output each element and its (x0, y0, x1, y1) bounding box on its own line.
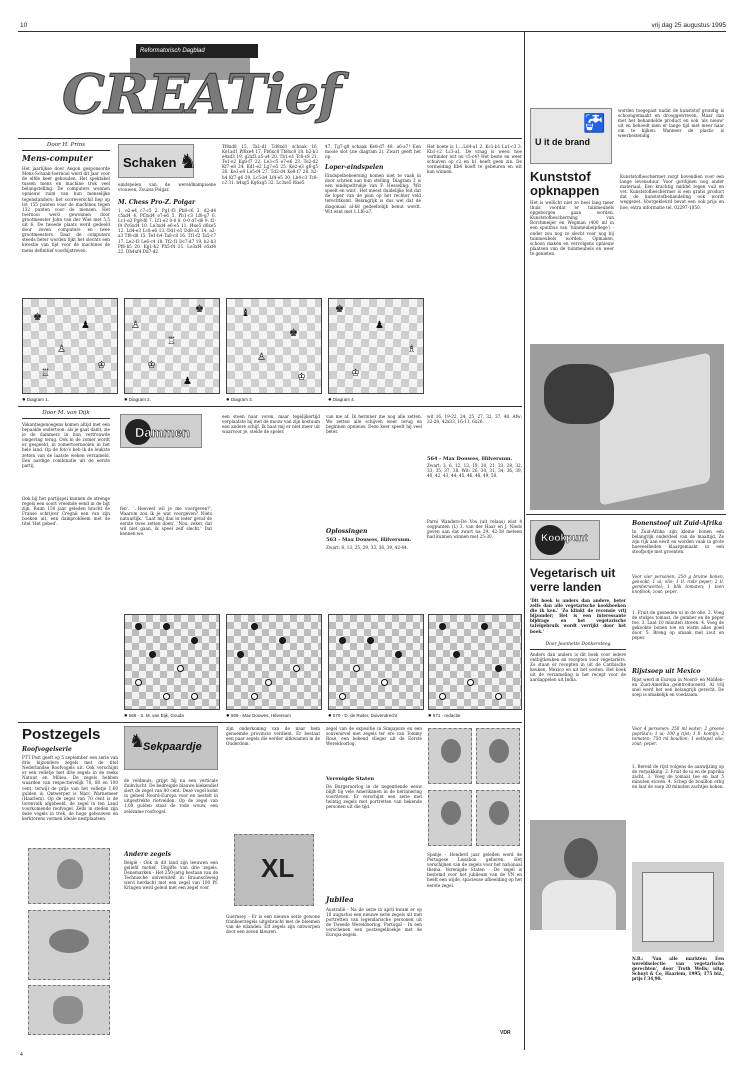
portrait-icon (489, 801, 509, 825)
stamp-xl-value: XL (261, 853, 295, 883)
hobby-body: Het is wellicht niet zo heel lang meer thuis voordat er tuinmeubels opgeborgen gaan worden. Kunststofbescherming van Borchmeijer en Wegman (400 ml in een spuitbus van 'tuinmeubelpflege') - onder zou nog zo slecht voor nog bij tuinmeubels worden. Opmaken, schoon maken en vervolgens opnieuw plaatsen van de tuinmeubels en weer te genieten. (530, 200, 614, 256)
draughts-piece (149, 651, 156, 658)
stamps-col3-text: zijn onderkoning van de naar hem genoemde provincie verdient. Er bestaat een paar zegels die eerder uitkwamen in de Ouderdom. (226, 726, 320, 747)
harrier-icon (49, 929, 89, 953)
portrait-icon (441, 801, 461, 825)
chess-caption-2: ● Diagram 2. (124, 397, 151, 403)
series-tag: Reformatorisch Dagblad (140, 48, 205, 54)
stamp-portrait-4 (476, 790, 520, 846)
cooking-rice-heading: Rijstsoep uit Mexico (632, 668, 701, 675)
draughts-diagram-1 (124, 614, 220, 710)
chess-intro: Het jaarlijkse door Aegon gesponsorde Mens-Schaak-toernooi werd dit jaar voor de elfde keer gehouden. Het spektakel tussen mens en machine trok veel belangstelling. De computers wonnen opnieuw ruim van hun menselijke tegenstanders; het scoreverschil liep op tot 155 punten voor de machines tegen 132 punten voor de mensen. Het toernooi werd gewonnen door grootmeester John van der Wiel met 5,5 uit 6. De tweede plaats werd gedeeld door zeven computers en twee grootmeesters. Daar de computers steeds beter worden lijkt het slechts een kwestie van tijd voor de machines de mens definitief voorbijstreven. (22, 166, 110, 253)
portrait-icon (441, 739, 461, 763)
cooking-logo (530, 520, 600, 560)
draughts-piece (353, 665, 360, 672)
chess-piece: ♖ (167, 336, 176, 347)
draughts-logo (120, 414, 202, 448)
draughts-byline: Door M. van Dijk (42, 410, 90, 416)
draughts-piece (453, 651, 460, 658)
draughts-piece (237, 651, 244, 658)
draughts-col5-text: wit 16, 19-22, 24, 25, 27, 32, 37, 48. Afw: 32-28, 42x33, 16-11, 6x26. (427, 414, 522, 425)
cooking-col2-more: 1. Fruit de gesneden ui in de olie. 2. Voeg de stukjes tomaat, de gember en de peper toe. 3. Laat 10 minuten stoven. 4. Voeg de gekookte bonen toe en warm alles goed door. 5. Breng op smaak met zout en peper. (632, 610, 724, 641)
cooking-col2: In Zuid-Afrika zijn kleine bonen een belangrijk onderdeel van de maaltijd. Ze zijn rijk aan eiwit en worden vaak in grote hoeveelheden klaargemaakt in een stoofpotje met groenten. (632, 529, 724, 555)
chess-moves-b: Tf8xd8 15. Ta1-d1 Td8xd1 schaak 16. Ke1xd1 Pf6xe4 17. Pb6xc8 Tb8xc8 18. b2-b3 e4xd3 19. g2xf3 a5-a4 20. Tb1-e1 Tc8-c8 21. Te1-e2 Kg8-f7 22. Le3-c5 e7-e6 23. Te2-d2 Kf7-e8 24. Kd1-e2 Lg7-e5 25. Ke2-e3 g6-g5 26. Ke3-e4 Le5-f4 27. Td2-d4 Ke8-f7 28. h2-h4 Kf7-g6 29. Lc5-b4 Lf4-e5 30. Lb4-c3 Tc8-c2 31. h4xg5 Kg6xg5 32. Lc3xe5 f6xe5 (222, 144, 318, 185)
draughts-caption-1: ● 568 - S. M. van Eijk, Gouda (124, 713, 184, 719)
chess-logo-text: Schaken (123, 155, 177, 170)
chess-piece: ♚ (33, 312, 42, 323)
draughts-piece (251, 623, 258, 630)
chair-photo (530, 344, 724, 510)
banner-title-text: CREATief (62, 62, 341, 126)
stamps-jubilea-text: Australië - Na de serie in april kwam er op 10 augustus een nieuwe serie zegels uit met portretten van legendarische personen uit de Tweede Wereldoorlog. Portugal - In een verschenen een postzegelboekje met de Europa-zegels. (326, 907, 422, 938)
draughts-diagram-4 (428, 614, 522, 710)
draughts-piece (135, 679, 142, 686)
draughts-piece (265, 679, 272, 686)
stamps-logo-text: Sekpaardje (143, 741, 202, 753)
stamp-portrait-2 (476, 728, 520, 784)
cooking-ingredients-2: Voor 4 personen: 250 ml water; 2 groene paprika's; 1 ui; 100 g rijst; 1 tl. komijn; 2 tomaten; 750 ml bouillon; 1 eetlepel olie; zout; peper. (632, 726, 724, 747)
stamp-kite (28, 985, 110, 1035)
draughts-piece (191, 693, 198, 700)
draughts-col1-more: Ook bij het partijspel kunnen de strenge regels een soort vreemde eend in de bijt zijn. Ruim 150 jaar geleden bracht de Franse schrijver Cregnil een van zijn boeken uit, een damprobleem met de titel 'Het gebed'. (22, 496, 110, 527)
cooking-photo (530, 820, 626, 930)
chess-piece: ♚ (195, 304, 204, 315)
chess-caption-1: ● Diagram 1. (22, 397, 49, 403)
stamp-falcon (28, 848, 110, 904)
chess-diagram-1 (22, 298, 118, 394)
chess-moves-c: 47. Tg7-g8 schaak Ke8-d7 48. a6-a7! Een mooie slot (zie diagram 2). Zwart geeft het op. (325, 144, 421, 160)
stamps-andere-text: België - Ook in dit land zijn leeuwen een geliefd motief. Uitgifte van drie zegels. Denemarken - Het 250-jarig bestaan van de Technische universiteit in Braunschweig werd herdacht met een zegel van 100 Pf. Kringen werd geleid met een zegel voor (124, 860, 218, 891)
chess-sub-heading: Loper-eindspelen (325, 164, 384, 171)
chess-piece: ♟ (375, 320, 384, 331)
sheet-marker: 4 (20, 1052, 23, 1058)
cooking-rice-text: Rijst werd in Europa in Noord- en Midden- en Zuid-Amerika geïntroduceerd. Al vrij snel werd het een belangrijk gerecht. De soep is smakelijk en voedzaam. (632, 677, 724, 698)
cooking-logo-text: Kookpunt (541, 533, 588, 544)
cooking-col1: Anders dan anders is dit boek voor iedere ontbijtkeuken en recepten voor vegetariërs. Zo staan er recepten in uit de Caribische keuken, Mexico en uit het oosten. Het boek uit de verzameling is het recept voor de aardappelen uit India. (530, 652, 626, 683)
stamps-col4-text: zegel van de expositie in Singapore en een souvenirvel met zegels ter ere van Tommy Rose, een bekend vlieger uit de Eerste Wereldoorlog. (326, 726, 422, 747)
chess-piece: ♟ (81, 320, 90, 331)
chess-piece: ♙ (131, 320, 140, 331)
chess-piece: ♗ (407, 344, 416, 355)
falcon-icon (57, 859, 83, 889)
draughts-logo-text: Dammen (135, 425, 190, 440)
draughts-col3-text: een steen naar voren, maar tegelijkertijd verplaatste hij met de mouw van zijn kostuum een andere schijf. Ik baat mij er niet meer uit waarvoor je, stelde de speler. (222, 414, 320, 435)
draughts-piece (163, 693, 170, 700)
stamp-portrait-3 (428, 790, 472, 846)
cooking-lead: 'Dit boek is anders dan andere, beter zelfs dan alle vegetarische kookboeken die ik ken.' 'Zo klinkt de recensie vrij bijzonder; Het is een interessante bijdrage en het vegetarische tafelgebruik wordt verrijkt door het boek.' (530, 598, 626, 634)
draughts-solution-text: Zwart: 3, 6, 12, 13, 19, 20, 21, 23, 28, 32, 33, 35, 37, 38. Wit: 26, 30, 31, 34, 36, 39, 40, 42, 43, 44, 45, 46, 48, 49, 50. (427, 463, 522, 479)
draughts-piece (293, 665, 300, 672)
chess-col2-text: eindspelen van de wereldkampioene vrouwen, Zsuzsa Polgar. (118, 182, 216, 193)
chess-diagram-3 (226, 298, 322, 394)
cooking-book-credit: N.B.: 'Van alle markten: Een wereldselectie van vegetarische gerechten', door Troth Wells; uitg. Schuyt & Co, Haarlem, 1995; 175 blz., prijs f 34,90. (632, 956, 724, 982)
chess-diagram-4 (328, 298, 424, 394)
chess-piece: ♔ (97, 360, 106, 371)
draughts-piece (467, 679, 474, 686)
book-cover (632, 862, 724, 952)
draughts-col2-text: fen'. '...Heeveel wil je me voorgeven?', Waarom zou ik je wat voorgeven? Niets natuurlijk.' 'Laat mij dan in ieder geval de eerste twee zetten doen', 'Nou, zeker, dat wil niet gaan, ik speel zelf slecht.' Dat kennen we. (120, 506, 212, 537)
draughts-solution-title: 564 - Max Douwes, Hilversum. (427, 456, 513, 462)
draughts-diagram-2 (226, 614, 322, 710)
draughts-piece (135, 623, 142, 630)
draughts-caption-3-text: 570 - D. de Ruiter, Duivendrecht (332, 713, 398, 718)
stamps-verenigde-text: De Burgeroorlog in de negentiende eeuw blijft bij vele Amerikanen in de herinnering voortleven. Er verschijnt een serie met twintig zegels met portretten van bekende personen uit die tijd. (326, 784, 422, 810)
draughts-piece (163, 623, 170, 630)
draughts-piece (251, 693, 258, 700)
draughts-caption-4: ● 571 - redactie (428, 713, 461, 719)
book-icon (642, 872, 714, 942)
draughts-caption-4-text: 571 - redactie (432, 713, 461, 718)
draughts-opl-text: Zwart: 8, 13, 25, 29, 33, 36, 39, 42-44. (326, 545, 409, 550)
garden-chair-icon (600, 352, 710, 505)
hobby-col2: Kunststofbeschermer zorgt bovendien voor een lange levensduur. Voor gordijnen nog ander materiaal. Een krachtig middel tegen vuil en vet. Kunststofbeschermer is een gratis product dat de kunststofbehandeling ook wordt weggezet. Voorgekleurd bevat een ook prijs en hoe, extra informatie tel. 02297-1050. (620, 174, 724, 210)
draughts-caption-1-text: 568 - S. M. van Eijk, Gouda (128, 713, 184, 718)
cooking-ingredients-1: Voor vier personen: 250 g bruine bonen, gekookt; 1 ui; olie; 1 tl. rode peper; 2 tl. gemberwortel; 1 blik tomaten; 1 teen knoflook; zout; peper. (632, 574, 724, 595)
draughts-piece (495, 693, 502, 700)
chess-piece: ♚ (335, 304, 344, 315)
draughts-piece (367, 637, 374, 644)
draughts-intro: Vakantiegenoegens komen altijd met een bepaalde ondertoon: als je gaat damt, zie je de dammers in hun vertrouwde omgeving terug. Ook in de zomer wordt er gespeeld, in zomertoernooien in het hele land. Op de foto's heb ik de leukste zetten van de laatste weken verzameld. Een aardige combinatie uit de eerste partij. (22, 422, 110, 468)
stamps-logo (124, 726, 218, 770)
chess-piece: ♔ (147, 360, 156, 371)
chef-apron-icon (542, 880, 616, 930)
page-number: 10 (20, 22, 28, 29)
draughts-col4-text: van me af. Ik herinner me nog alle zetten. We zetten alle schijven weer terug en beginnen opnieuw. Deze keer speelt hij veel beter. (326, 414, 422, 435)
draughts-diagram-3 (328, 614, 424, 710)
chess-piece: ♖ (41, 368, 50, 379)
chess-caption-3-text: Diagram 3. (230, 397, 253, 402)
portrait-icon (489, 739, 509, 763)
chess-byline: Door H. Prins (46, 142, 86, 148)
cooking-col2-heading: Bonenstoof uit Zuid-Afrika (632, 520, 723, 527)
draughts-caption-2: ● 569 - Max Douwes, Hilversum (226, 713, 291, 719)
chef-head-icon (564, 838, 598, 878)
chess-col4-text: Eindspelbeheersing komen niet te vaak in door schriek aan hun stelling. Diagram 3 is een eindspeltrukje van F. Hesseling: 'Wit speelt en wint'. Het meest duidelijke feit dat de loper van de pion op het rechter veld terechtkomt. Belangrijk is dus wel dat de diagonaal al-h8 gedeeltelijk benut wordt. Wit wint met 1.Lf6-a7. (325, 173, 421, 214)
chess-col5-text: Het boete is 1....Ld4-a1 2. Kc1-b1 La1-c3 3. Kb1-c2 Lc3-a1. De vraag is wees: hoe verhinder wit nu c5-c4? Het beste en weer schuiven op c2 en b1 heeft geen zin. De vermelding Kb4 hoeft te gebeuren en wit kan winnen. (427, 144, 522, 175)
draughts-piece (395, 651, 402, 658)
chess-piece: ♔ (351, 368, 360, 379)
chess-caption-3: ● Diagram 3. (226, 397, 253, 403)
chess-piece: ♚ (289, 328, 298, 339)
chess-piece: ♔ (297, 372, 306, 383)
draughts-piece (191, 637, 198, 644)
chess-game-heading: M. Chess Pro-Z. Polgar (118, 199, 196, 206)
hobby-logo (530, 108, 612, 164)
stamps-andere-heading: Andere zegels (124, 851, 171, 858)
stamps-sub-heading: Roofvogelserie (22, 746, 72, 753)
stamp-xl (234, 834, 314, 906)
knight-icon: ♞ (179, 149, 197, 173)
seahorse-icon: ♞ (129, 731, 146, 752)
draughts-col5-more: Parni Wanders-De Vos (uit relaas) wist 4 oogpunten (L) 3. van der Haar en J. Nieds geven aan dat zwart na 29. 42-38 meteen had kunnen winnen met 25-30. (427, 519, 522, 540)
stamps-verenigde-heading: Verenigde Staten (326, 776, 375, 782)
hobby-heading: Kunststof opknappen (530, 169, 600, 198)
cooking-byline: Door Jeannette Donkersteeg (545, 642, 611, 647)
chess-piece: ♙ (257, 352, 266, 363)
draughts-piece (339, 637, 346, 644)
draughts-piece (439, 623, 446, 630)
chess-piece: ♟ (183, 376, 192, 387)
chess-piece: ♙ (57, 344, 66, 355)
draughts-piece (177, 665, 184, 672)
draughts-piece (339, 693, 346, 700)
draughts-piece (495, 665, 502, 672)
faucet-icon: 🚰 (583, 113, 606, 134)
stamps-col2-text: de veldmuis, grijpt hij na een verticale duikvlucht. De bedreigde blauwe kiekendief siert de zegel van 80 cent. Deze vogel komt in geheel Noord-Europa voor en nestelt in uitgestrekte rietvelden. Op de zegel van 1,00 gulden staat de rode wouw, een zeldzame roofvogel. (124, 778, 218, 814)
stamps-signature: VDR (500, 1030, 511, 1036)
kite-icon (53, 996, 83, 1024)
draughts-piece (439, 693, 446, 700)
draughts-piece (381, 679, 388, 686)
chess-caption-2-text: Diagram 2. (128, 397, 151, 402)
draughts-opl-heading: Oplossingen (326, 528, 368, 535)
edition-date: vrij dag 25 augustus 1995 (651, 22, 726, 29)
banner-title (62, 58, 462, 130)
chess-caption-4: ● Diagram 4. (328, 397, 355, 403)
chess-logo (118, 144, 197, 178)
hand-spray-icon (544, 364, 614, 424)
cooking-heading: Vegetarisch uit verre landen (530, 566, 616, 594)
chess-caption-4-text: Diagram 4. (332, 397, 355, 402)
stamps-jubilea-heading: Jubilea (326, 895, 354, 904)
draughts-piece (481, 623, 488, 630)
cooking-col3: 1. Bereid de rijst volgens de aanwijzing op de verpakking. 2. Fruit de ui en de paprika zacht. 3. Voeg de tomaat toe en laat 5 minuten stoven. 4. Schep de bouillon erbij en laat de soep 20 minuten zachtjes koken. (632, 764, 724, 790)
stamp-harrier (28, 910, 110, 980)
chess-piece: ♝ (241, 308, 250, 319)
hobby-intro: worden toegepast nadat de kunststof grondig is schoongemaakt en drooggewreven. Maar dan met het behandelde product en ook 'als nieuw' uit en behoedt men er lange tijd niet meer naar om te kijken. Wanneer de plastic is weerbestendig. (618, 108, 724, 139)
stamps-caption-text: Guernsey - Er is een nieuwe serie gewone frankeerzegels uitgebracht met de bloemen van de eilanden. Elf zegels zijn ontworpen door een zeven kleuren. (226, 914, 320, 935)
stamps-col1-text: PTT Post geeft op 5 september een serie van drie bijzondere zegels met de titel Nederlandse Roofvogels uit. Ook verschijnt er een velletje met drie zegels in de reeks Natuur en Milieu. De zegels hebben waarden van respectievelijk 70, 80 en 100 cent, terwijl de prijs van het velletje 1,60 gulden is. Ontwerper is Marc Warnemeer (Haarlem). Op de zegel van 70 cent is de torenvalk afgebeeld, de zegel in ten Land voorkomende roofvogel. Zelfs in steden zijn deze vogels in trek, de hoge gebouwen en kerktorens vormen ideale nestplaatsen. (22, 755, 118, 822)
chess-caption-1-text: Diagram 1. (26, 397, 49, 402)
stamp-portrait-1 (428, 728, 472, 784)
stamps-col5-text: Spanje - Honderd jaar geleden werd de Portugese Lissabon geboren. Het verschijnen van de zegels voor het nationaal thema. Verenigde Staten - De zegel is bestemd voor het jubileum van de VN en heeft een wijde, spacieuse afbeelding op het eerste zegel. (427, 852, 522, 888)
hobby-logo-text: U it de brand (535, 137, 591, 147)
series-tag-bar (136, 44, 258, 58)
draughts-opl-title: 563 - Max Douwes, Hilversum. (326, 537, 412, 543)
draughts-caption-2-text: 569 - Max Douwes, Hilversum (230, 713, 291, 718)
chess-heading: Mens-computer (22, 153, 93, 163)
chess-moves-a: 1. e2-e4 c7-c5 2. Pg1-f3 Pb8-c6 3. d2-d4 c5xd4 4. Pf3xd4 e7-e6 5. Pb1-c3 Lf8-g7 6. Lc1-e3 Pg8-f6 7. Lf1-e2 0-0 8. 0-0 d7-d6 9. f2-f4 Pc6xd4 10. Le3xd4 e6-e5 11. f4xe5 d6xe5 12. Ld4-e3 Lc8-e6 13. Dd1-e1 Dd8-a5 14. a2-a3 Tf8-d8 15. Te1-h4 Ta8-c8 16. Tf1-f2 Ta5-c7 17. Le2-f3 Le6-c4 18. Tf2-f1 Dc7-d7 19. h2-h3 Pf6-h5 20. Kg1-h2 Ph5-f4 21. Le3xf4 e5xf4 22. Dh4xf4 Dd7-d2 (118, 208, 216, 254)
chess-diagram-2 (124, 298, 220, 394)
draughts-caption-3: ● 570 - D. de Ruiter, Duivendrecht (328, 713, 398, 719)
stamps-heading: Postzegels (22, 726, 101, 743)
draughts-piece (279, 637, 286, 644)
